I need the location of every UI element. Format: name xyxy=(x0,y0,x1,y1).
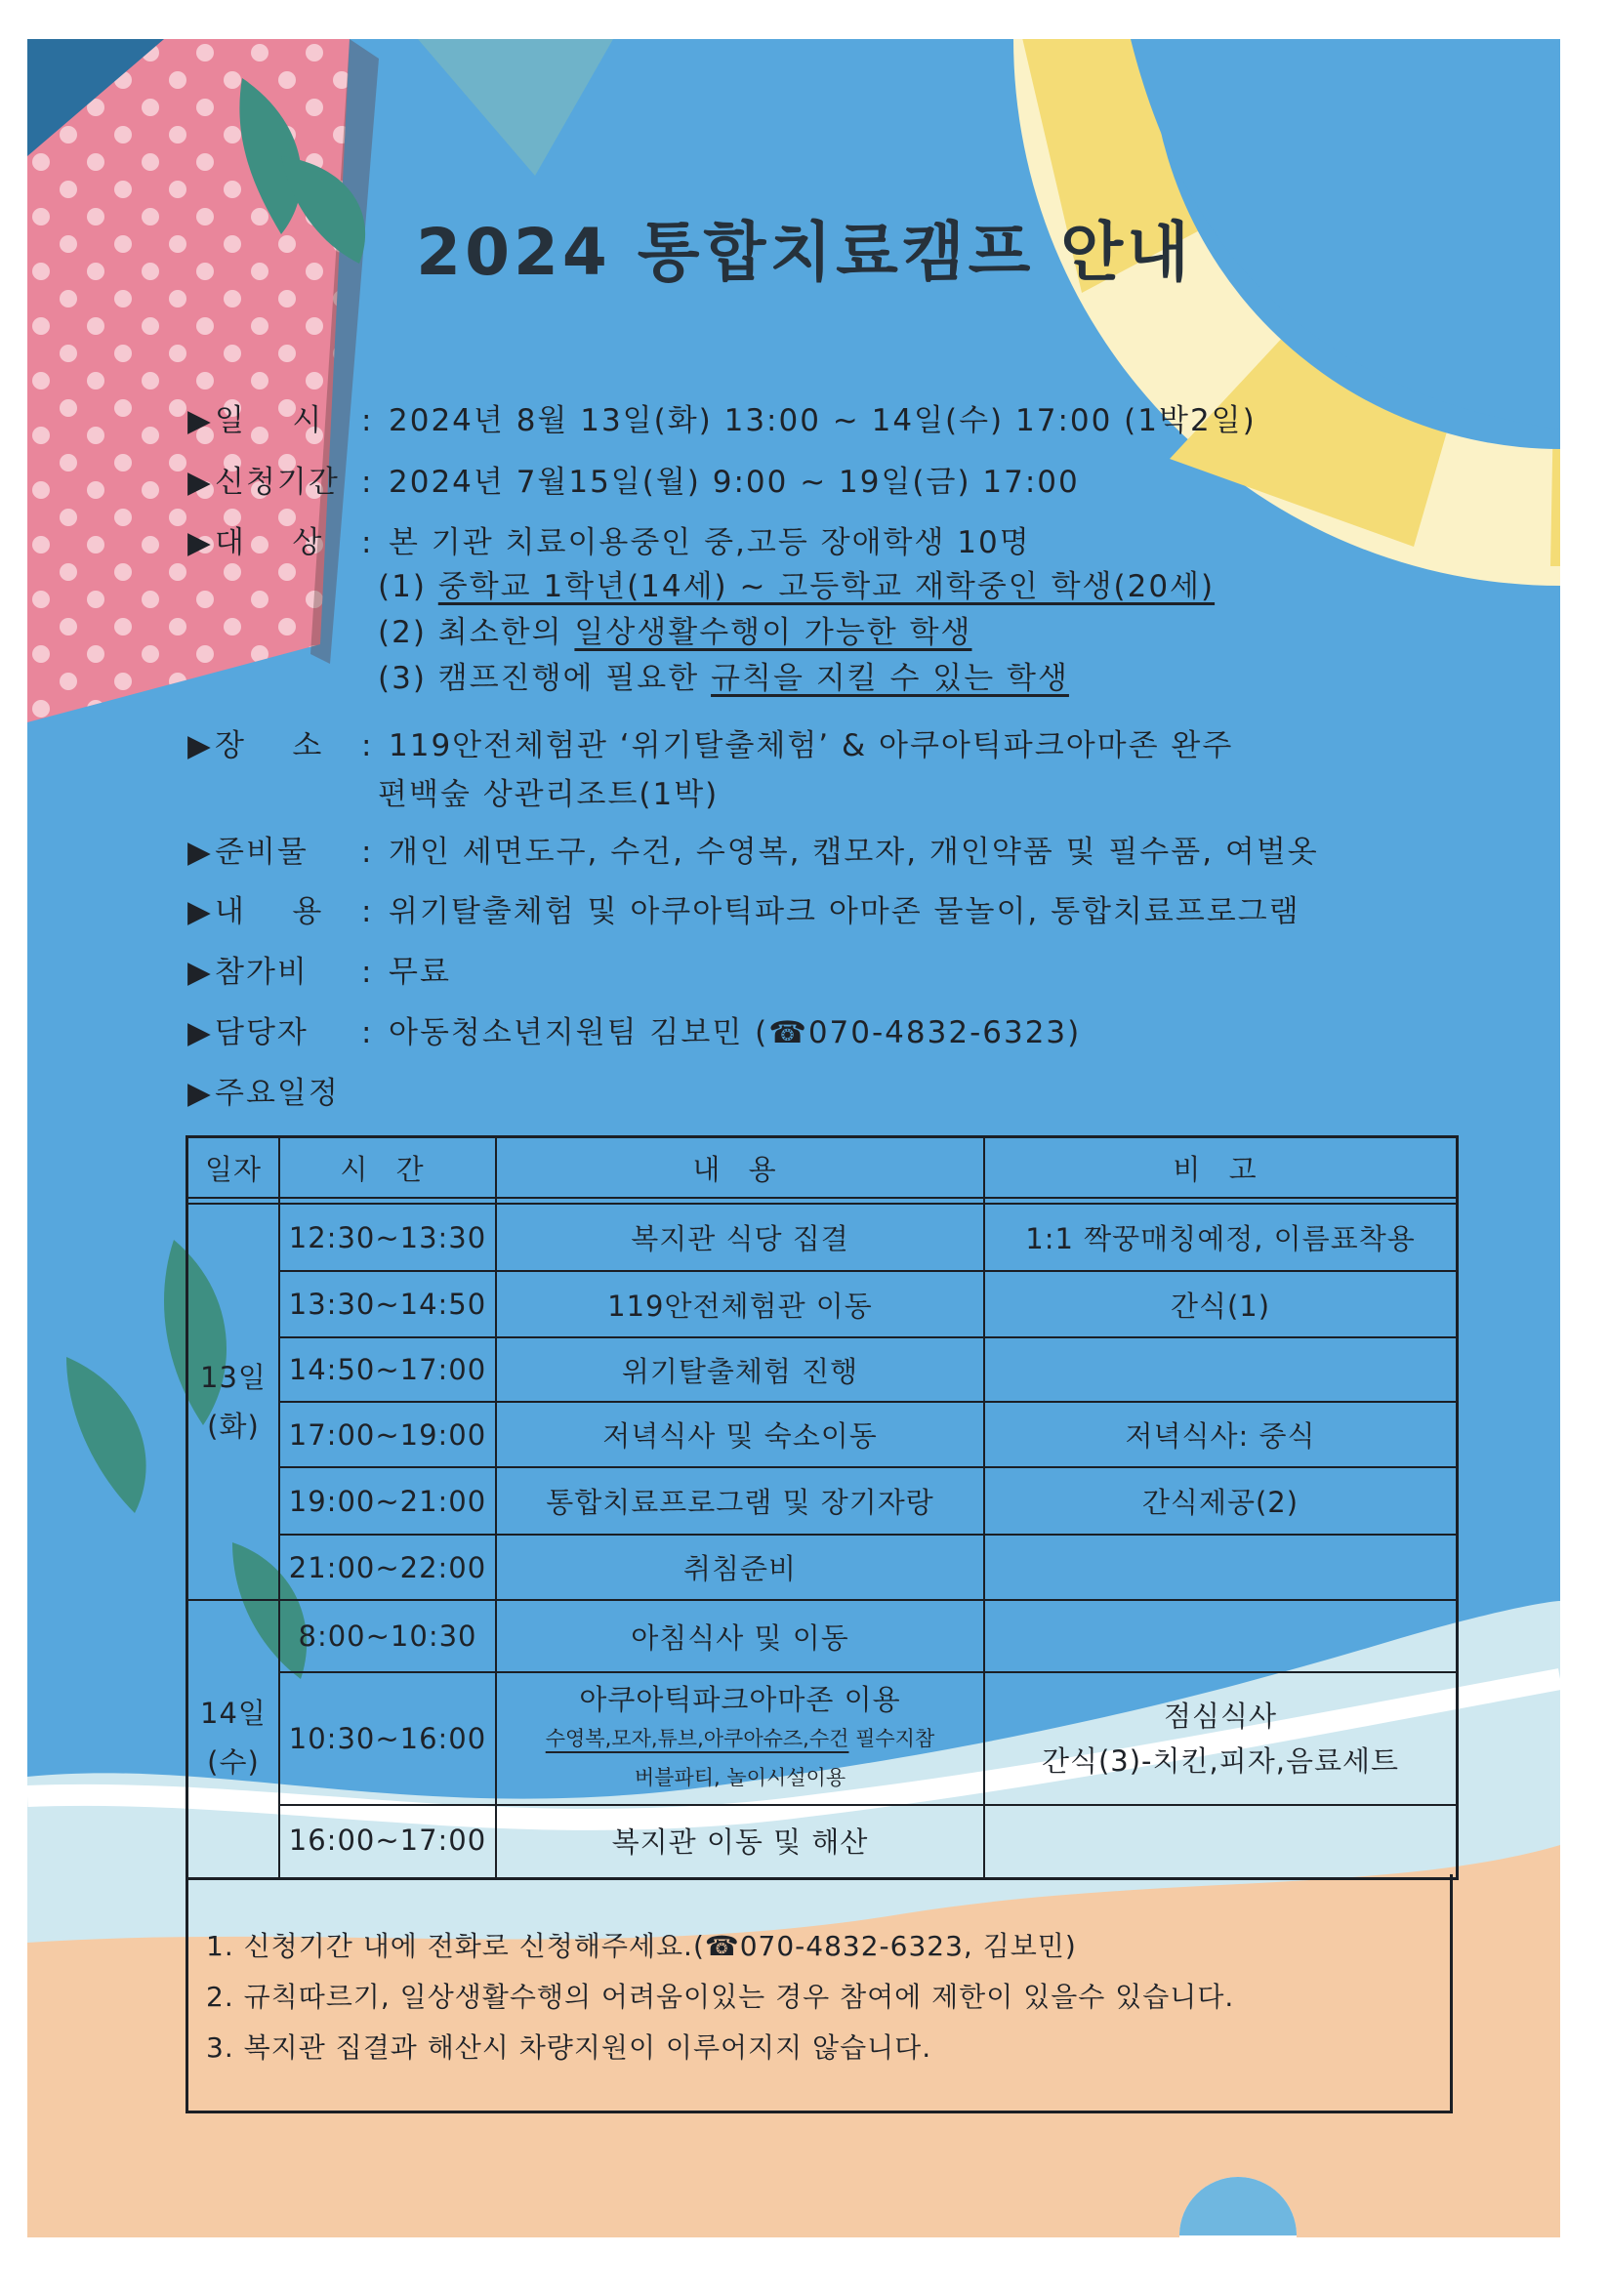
content-main: 아쿠아틱파크아마존 이용 xyxy=(579,1683,901,1716)
notes-box xyxy=(186,1874,1453,2113)
note-line-3: 3. 복지관 집결과 해산시 차량지원이 이루어지지 않습니다. xyxy=(206,2031,932,2064)
info-fee xyxy=(187,947,451,991)
content-cell: 119안전체험관 이동 xyxy=(607,1289,873,1323)
info-label: 신청기간 xyxy=(215,465,340,500)
note-line-1: 1. 신청기간 내에 전화로 신청해주세요.(☎070-4832-6323, 김보민) xyxy=(206,1930,1077,1962)
info-application-period xyxy=(187,457,1080,501)
content-sub-1 xyxy=(546,1719,935,1758)
note-cell xyxy=(985,1601,1456,1671)
info-schedule-heading xyxy=(187,1068,340,1112)
note-cell xyxy=(985,1338,1456,1401)
target-detail-prefix: (2) 최소한의 xyxy=(378,615,575,650)
info-colon: : xyxy=(361,728,374,763)
info-colon: : xyxy=(361,465,374,500)
info-label: 장 소 xyxy=(215,728,324,763)
time-cell: 13:30~14:50 xyxy=(288,1288,487,1321)
bullet-icon: ▶ xyxy=(187,403,213,438)
info-label: 담당자 xyxy=(215,1015,309,1050)
content-cell: 위기탈출체험 진행 xyxy=(621,1354,859,1388)
header-time: 시 간 xyxy=(340,1152,433,1186)
day-cell-13: 13일 (화) xyxy=(200,1361,267,1443)
note-cell: 저녁식사: 중식 xyxy=(1125,1419,1316,1453)
sun-illustration xyxy=(1004,39,1560,586)
pink-umbrella-illustration xyxy=(27,39,379,722)
info-value: 2024년 7월15일(월) 9:00 ~ 19일(금) 17:00 xyxy=(389,465,1080,500)
info-colon: : xyxy=(361,525,374,560)
note-sub: 간식(3)-치킨,피자,음료세트 xyxy=(1041,1744,1400,1778)
note-cell xyxy=(985,1806,1456,1874)
day-cell-14: 14일 (수) xyxy=(200,1697,267,1779)
info-colon: : xyxy=(361,955,374,990)
content-cell xyxy=(497,1673,983,1804)
info-value: 무료 xyxy=(389,955,451,990)
info-value: 2024년 8월 13일(화) 13:00 ~ 14일(수) 17:00 (1박2일) xyxy=(389,403,1257,438)
info-colon: : xyxy=(361,403,374,438)
info-content xyxy=(187,886,1300,930)
bullet-icon: ▶ xyxy=(187,465,213,500)
info-date xyxy=(187,395,1257,439)
note-line-2: 2. 규칙따르기, 일상생활수행의 어려움이있는 경우 참여에 제한이 있을수 있습니다. xyxy=(206,1981,1235,2013)
bullet-icon: ▶ xyxy=(187,728,213,763)
time-cell: 16:00~17:00 xyxy=(288,1824,487,1857)
info-value: 위기탈출체험 및 아쿠아틱파크 아마존 물놀이, 통합치료프로그램 xyxy=(389,894,1300,929)
info-value: 119안전체험관 ‘위기탈출체험’ & 아쿠아틱파크아마존 완주 xyxy=(389,728,1234,763)
note-main: 점심식사 xyxy=(1163,1700,1278,1733)
time-cell: 17:00~19:00 xyxy=(288,1417,487,1452)
info-colon: : xyxy=(361,1015,374,1050)
info-colon: : xyxy=(361,894,374,929)
bullet-icon: ▶ xyxy=(187,955,213,990)
target-detail-prefix: (1) xyxy=(378,569,438,604)
note-cell xyxy=(985,1536,1456,1599)
bullet-icon: ▶ xyxy=(187,835,213,870)
target-detail-3 xyxy=(378,653,1069,697)
target-detail-underlined: 중학교 1학년(14세) ~ 고등학교 재학중인 학생(20세) xyxy=(437,569,1216,604)
content-cell: 통합치료프로그램 및 장기자랑 xyxy=(546,1486,934,1519)
target-detail-2 xyxy=(378,607,971,651)
header-date: 일자 xyxy=(204,1152,263,1186)
info-label: 참가비 xyxy=(215,955,309,990)
bullet-icon: ▶ xyxy=(187,525,213,560)
time-cell: 10:30~16:00 xyxy=(288,1722,487,1755)
content-cell: 복지관 식당 집결 xyxy=(631,1222,849,1255)
info-value: 개인 세면도구, 수건, 수영복, 캡모자, 개인약품 및 필수품, 여벌옷 xyxy=(389,835,1319,870)
bullet-icon: ▶ xyxy=(187,1076,213,1111)
target-detail-underlined: 일상생활수행이 가능한 학생 xyxy=(574,615,972,650)
target-detail-underlined: 규칙을 지킬 수 있는 학생 xyxy=(711,661,1069,696)
info-label: 대 상 xyxy=(215,525,324,560)
time-cell: 12:30~13:30 xyxy=(288,1220,487,1254)
info-contact xyxy=(187,1007,1081,1051)
table-divider xyxy=(188,1197,1456,1199)
note-cell xyxy=(985,1673,1456,1804)
info-label: 준비물 xyxy=(215,835,309,870)
time-cell: 19:00~21:00 xyxy=(288,1484,487,1518)
info-value: 본 기관 치료이용중인 중,고등 장애학생 10명 xyxy=(389,525,1031,560)
content-sub-2: 버블파티, 놀이시설이용 xyxy=(634,1766,846,1789)
info-value: 아동청소년지원팀 김보민 (☎070-4832-6323) xyxy=(389,1015,1082,1050)
content-cell: 저녁식사 및 숙소이동 xyxy=(602,1419,878,1453)
content-cell: 복지관 이동 및 해산 xyxy=(611,1824,869,1859)
info-target xyxy=(187,517,1031,561)
note-cell: 간식(1) xyxy=(1170,1289,1271,1323)
content-cell: 아침식사 및 이동 xyxy=(631,1620,849,1655)
page-title: 2024 통합치료캠프 안내 xyxy=(416,215,1193,290)
content-sub-suffix: 필수지참 xyxy=(848,1727,935,1750)
time-cell: 14:50~17:00 xyxy=(288,1353,487,1386)
info-label: 주요일정 xyxy=(215,1076,340,1111)
target-detail-prefix: (3) 캠프진행에 필요한 xyxy=(378,661,712,696)
info-colon: : xyxy=(361,835,374,870)
place-detail: 편백숲 상관리조트(1박) xyxy=(378,777,720,812)
info-supplies xyxy=(187,827,1319,871)
bullet-icon: ▶ xyxy=(187,1015,213,1050)
header-note: 비 고 xyxy=(1173,1152,1266,1186)
note-cell: 1:1 짝꿍매칭예정, 이름표착용 xyxy=(1025,1222,1416,1255)
info-label: 일 시 xyxy=(215,403,324,438)
info-place xyxy=(187,720,1233,764)
info-label: 내 용 xyxy=(215,894,324,929)
content-cell: 취침준비 xyxy=(682,1552,798,1585)
content-sub-underlined: 수영복,모자,튜브,아쿠아슈즈,수건 xyxy=(545,1727,849,1750)
time-cell: 8:00~10:30 xyxy=(298,1620,477,1653)
target-detail-1 xyxy=(378,561,1215,605)
header-content: 내 용 xyxy=(692,1152,786,1186)
time-cell: 21:00~22:00 xyxy=(288,1550,487,1584)
note-cell: 간식제공(2) xyxy=(1141,1486,1300,1519)
schedule-table xyxy=(186,1135,1459,1880)
bullet-icon: ▶ xyxy=(187,894,213,929)
